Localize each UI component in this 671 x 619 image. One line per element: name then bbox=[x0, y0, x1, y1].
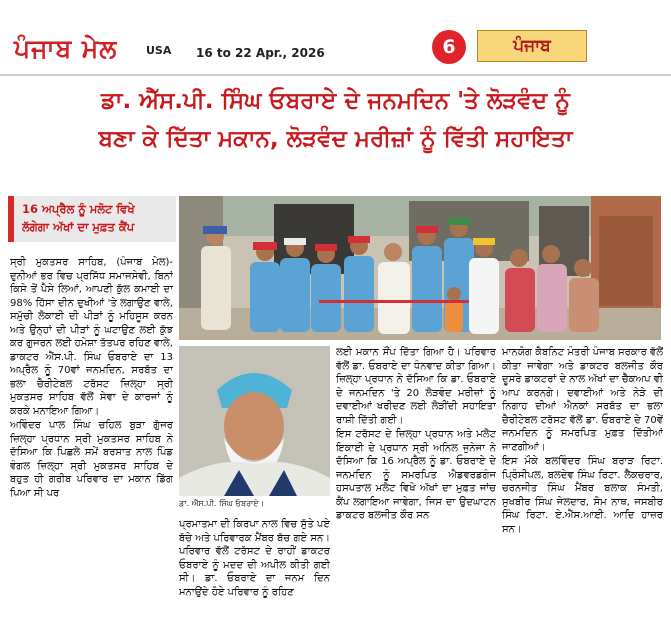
section-label: ਪੰਜਾਬ bbox=[477, 30, 587, 62]
article-column-1 bbox=[10, 256, 173, 616]
article-column-4 bbox=[502, 346, 663, 616]
paragraph: ਲਈ ਮਕਾਨ ਸੌਂਪ ਦਿੱਤਾ ਗਿਆ ਹੈ। ਪਰਿਵਾਰ ਵੱਲੋਂ ਡਾ. ਓਬਰਾਏ ਦਾ ਧੰਨਵਾਦ ਕੀਤਾ ਗਿਆ। ਜ਼ਿਲ੍ਹਾ ਪ੍ਰਧਾਨ ਨੇ ਦੱਸਿਆ ਕਿ ਡਾ. ਓਬਰਾਏ ਦੇ ਜਨਮਦਿਨ 'ਤੇ 20 ਲੋੜਵੰਦ ਮਰੀਜ਼ਾਂ ਨੂੰ ਦਵਾਈਆਂ ਖਰੀਦਣ ਲਈ ਲੋੜੀਂਦੀ ਸਹਾਇਤਾ ਰਾਸ਼ੀ ਦਿੱਤੀ ਗਈ। bbox=[336, 347, 496, 426]
paragraph: ਅਵਿੰਦਰ ਪਾਲ ਸਿੰਘ ਚਹਿਲ ਬੁੜਾ ਗੁੱਜਰ ਜ਼ਿਲ੍ਹਾ ਪ੍ਰਧਾਨ ਸ੍ਰੀ ਮੁਕਤਸਰ ਸਾਹਿਬ ਨੇ ਦੱਸਿਆ ਕਿ ਪਿਛਲੇ ਸਮੇਂ ਬਰਸਾਤ ਨਾਲ ਪਿੰਡ ਵੰਗਲ ਜ਼ਿਲ੍ਹਾ ਸ੍ਰੀ ਮੁਕਤਸਰ ਸਾਹਿਬ ਦੇ ਬਹੁਤ ਹੀ ਗਰੀਬ ਪਰਿਵਾਰ ਦਾ ਮਕਾਨ ਡਿੱਗ ਪਿਆ ਸੀ ਪਰ bbox=[10, 420, 173, 499]
newspaper-logo[interactable]: ਪੰਜਾਬ ਮੇਲ bbox=[14, 34, 118, 63]
paragraph: ਸ੍ਰੀ ਮੁਕਤਸਰ ਸਾਹਿਬ, (ਪੰਜਾਬ ਮੇਲ)- ਦੁਨੀਆਂ ਭਰ ਵਿਚ ਪ੍ਰਸਿੱਧ ਸਮਾਜਸੇਵੀ, ਬਿਨਾਂ ਕਿਸੇ ਤੋਂ ਪੈਸੇ ਲਿਆਂ, ਆਪਣੀ ਕੁੱਲ ਕਮਾਈ ਦਾ 98% ਹਿੱਸਾ ਦੀਨ ਦੁਖੀਆਂ 'ਤੇ ਲਗਾਉਣ ਵਾਲੇ, ਸਮੁੱਚੀ ਲੋਕਾਈ ਦੀ ਪੀੜਾਂ ਨੂੰ ਮਹਿਸੂਸ ਕਰਨ ਅਤੇ ਉਨ੍ਹਾਂ ਦੀ ਪੀੜਾਂ ਨੂੰ ਘਟਾਉਣ ਲਈ ਕੁੱਝ ਕਰ ਗੁਜਰਨ ਲਈ ਹਮੇਸ਼ਾ ਤੱਤਪਰ ਰਹਿਣ ਵਾਲੇ, ਡਾਕਟਰ ਐੱਸ.ਪੀ. ਸਿੰਘ ਓਬਰਾਏ ਦਾ 13 ਅਪ੍ਰੈਲ ਨੂੰ 70ਵਾਂ ਜਨਮਦਿਨ, ਸਰਬੱਤ ਦਾ ਭਲਾ ਚੈਰੀਟੇਬਲ ਟਰੱਸਟ ਜ਼ਿਲ੍ਹਾ ਸ੍ਰੀ ਮੁਕਤਸਰ ਸਾਹਿਬ ਵੱਲੋਂ ਸੇਵਾ ਦੇ ਕਾਰਜਾਂ ਨੂੰ ਕਰਕੇ ਮਨਾਇਆ ਗਿਆ। bbox=[10, 257, 173, 417]
paragraph: ਇਸ ਮੌਕੇ ਬਲਵਿੰਦਰ ਸਿੰਘ ਬਰਾੜ ਰਿਟਾ. ਪ੍ਰਿੰਸੀਪਲ, ਬਲਦੇਵ ਸਿੰਘ ਰਿਟਾ. ਲੈਕਚਰਾਰ, ਚਰਨਜੀਤ ਸਿੰਘ ਮੈਂਬਰ ਬਲਾਕ ਸੰਮਤੀ, ਸੁਖਬੀਰ ਸਿੰਘ ਜੇਲਦਾਰ, ਸੋਮ ਨਾਥ, ਜਸਬੀਰ ਸਿੰਘ ਰਿਟਾ. ਏ.ਐੱਸ.ਆਈ. ਆਦਿ ਹਾਜ਼ਰ ਸਨ। bbox=[502, 456, 663, 535]
portrait-illustration bbox=[179, 346, 330, 496]
article-column-2 bbox=[179, 518, 330, 616]
page-number-badge: 6 bbox=[432, 30, 466, 64]
article-headline bbox=[0, 82, 671, 178]
group-photo bbox=[179, 196, 661, 340]
group-photo-illustration bbox=[179, 196, 661, 340]
masthead-divider bbox=[0, 74, 671, 76]
newspaper-edition: USA bbox=[146, 44, 172, 57]
masthead bbox=[0, 0, 671, 76]
subheadline-box bbox=[8, 196, 176, 242]
subheadline-line-1: 16 ਅਪ੍ਰੈਲ ਨੂੰ ਮਲੋਟ ਵਿਖੇ bbox=[22, 202, 135, 216]
subheadline-line-2: ਲੱਗੇਗਾ ਅੱਖਾਂ ਦਾ ਮੁਫ਼ਤ ਕੈਂਪ bbox=[22, 220, 135, 234]
portrait-photo bbox=[179, 346, 330, 496]
paragraph: ਇਸ ਟਰੱਸਟ ਦੇ ਜ਼ਿਲ੍ਹਾ ਪ੍ਰਧਾਨ ਅਤੇ ਮਲੋਟ ਇਕਾਈ ਦੇ ਪ੍ਰਧਾਨ ਸ੍ਰੀ ਅਨਿਲ ਜੁਨੇਜਾ ਨੇ ਦੱਸਿਆ ਕਿ 16 ਅਪ੍ਰੈਲ ਨੂੰ ਡਾ. ਓਬਰਾਏ ਦੇ ਜਨਮਦਿਨ ਨੂੰ ਸਮਰਪਿਤ ਐਡਵਰਡਗੰਜ ਹਸਪਤਾਲ ਮਲੋਟ ਵਿਖੇ ਅੱਖਾਂ ਦਾ ਮੁਫ਼ਤ ਜਾਂਚ ਕੈਂਪ ਲਗਾਇਆ ਜਾਵੇਗਾ, ਜਿਸ ਦਾ ਉਦਘਾਟਨ ਡਾਕਟਰ ਬਲਜੀਤ ਕੌਰ ਸਨ bbox=[336, 429, 496, 521]
headline-line-2: ਬਣਾ ਕੇ ਦਿੱਤਾ ਮਕਾਨ, ਲੋੜਵੰਦ ਮਰੀਜ਼ਾਂ ਨੂੰ ਵਿੱਤੀ ਸਹਾਇਤਾ bbox=[98, 126, 573, 152]
headline-line-1: ਡਾ. ਐੱਸ.ਪੀ. ਸਿੰਘ ਓਬਰਾਏ ਦੇ ਜਨਮਦਿਨ 'ਤੇ ਲੋੜਵੰਦ ਨੂੰ bbox=[100, 88, 571, 114]
issue-date: 16 to 22 Apr., 2026 bbox=[196, 46, 325, 60]
paragraph: ਪ੍ਰਮਾਤਮਾ ਦੀ ਕਿਰਪਾ ਨਾਲ ਵਿਚ ਸੁੱਤੇ ਪਏ ਬੱਚੇ ਅਤੇ ਪਰਿਵਾਰਕ ਮੈਂਬਰ ਬੱਚ ਗਏ ਸਨ। ਪਰਿਵਾਰ ਵੱਲੋਂ ਟਰੱਸਟ ਦੇ ਰਾਹੀਂ ਡਾਕਟਰ ਓਬਰਾਏ ਨੂੰ ਮਦਦ ਦੀ ਅਪੀਲ ਕੀਤੀ ਗਈ ਸੀ। ਡਾ. ਓਬਰਾਏ ਦਾ ਜਨਮ ਦਿਨ ਮਨਾਉਂਦੇ ਹੋਏ ਪਰਿਵਾਰ ਨੂੰ ਰਹਿਣ bbox=[179, 519, 330, 598]
paragraph: ਮਾਨਯੋਗ ਕੈਬਨਿਟ ਮੰਤਰੀ ਪੰਜਾਬ ਸਰਕਾਰ ਵੱਲੋਂ ਕੀਤਾ ਜਾਵੇਗਾ ਅਤੇ ਡਾਕਟਰ ਬਲਜੀਤ ਕੌਰ ਦੂਸਰੇ ਡਾਕਟਰਾਂ ਦੇ ਨਾਲ ਅੱਖਾਂ ਦਾ ਚੈੱਕਅਪ ਵੀ ਆਪ ਕਰਨਗੇ। ਦਵਾਈਆਂ ਅਤੇ ਨੇੜੇ ਦੀ ਨਿਗਾਹ ਦੀਆਂ ਐਨਕਾਂ ਸਰਬੱਤ ਦਾ ਭਲਾ ਚੈਰੀਟੇਬਲ ਟਰੱਸਟ ਵੱਲੋਂ ਡਾ. ਓਬਰਾਏ ਦੇ 70ਵੇਂ ਜਨਮਦਿਨ ਨੂੰ ਸਮਰਪਿਤ ਮੁਫ਼ਤ ਦਿੱਤੀਆਂ ਜਾਣਗੀਆਂ। bbox=[502, 347, 663, 453]
portrait-caption: ਡਾ. ਐੱਸ.ਪੀ. ਸਿੰਘ ਓਬਰਾਏ। bbox=[179, 499, 265, 508]
article-column-3 bbox=[336, 346, 496, 616]
